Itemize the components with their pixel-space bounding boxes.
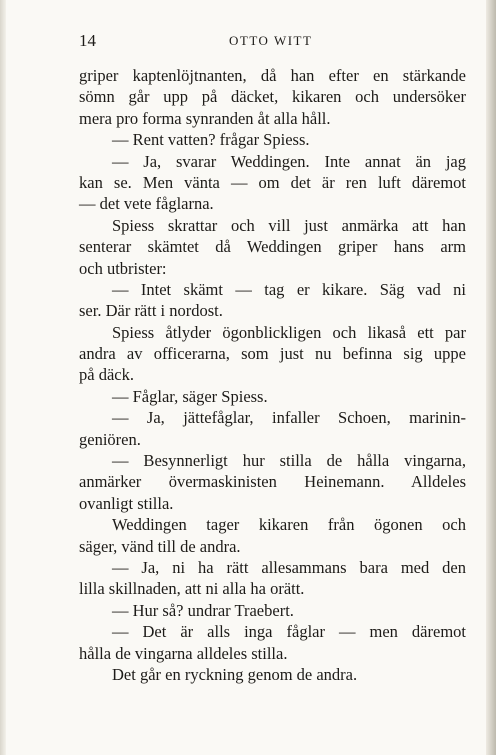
page-right-edge	[486, 0, 496, 755]
text-line: Det går en ryckning genom de andra.	[112, 664, 358, 684]
text-line: ser. Där rätt i nordost.	[79, 301, 223, 321]
text-line: och utbrister:	[79, 258, 167, 278]
text-line: — Fåglar, säger Spiess.	[112, 386, 268, 406]
page-left-edge	[0, 0, 6, 755]
running-head: OTTO WITT	[229, 33, 313, 48]
page-number: 14	[79, 31, 96, 50]
text-line: Spiess skrattar och vill just anmärka att han	[112, 215, 466, 235]
text-line: på däck.	[79, 365, 134, 385]
text-line: geniören.	[79, 429, 141, 449]
text-line: — Ja, ni ha rätt allesammans bara med den	[112, 557, 466, 577]
text-line: sömn går upp på däcket, kikaren och undersöker	[79, 87, 466, 107]
body-text	[79, 65, 466, 685]
text-line: ovanligt stilla.	[79, 493, 174, 513]
text-line: Weddingen tager kikaren från ögonen och	[112, 515, 466, 535]
text-line: — Det är alls inga fåglar — men däremot	[112, 622, 466, 642]
text-line: griper kaptenlöjtnanten, då han efter en stärkande	[79, 66, 466, 85]
text-line: säger, vänd till de andra.	[79, 536, 241, 556]
text-line: kan se. Men vänta — om det är ren luft däremot	[79, 172, 466, 192]
text-line: senterar skämtet då Weddingen griper hans arm	[79, 237, 466, 257]
text-line: — Ja, svarar Weddingen. Inte annat än jag	[112, 151, 466, 171]
text-line: mera pro forma synranden åt alla håll.	[79, 108, 331, 128]
text-line: anmärker övermaskinisten Heinemann. Alldeles	[79, 472, 466, 492]
text-line: — Intet skämt — tag er kikare. Säg vad ni	[112, 279, 466, 299]
text-line: — Ja, jättefåglar, infaller Schoen, marinin-	[112, 408, 466, 428]
text-line: — Rent vatten? frågar Spiess.	[112, 130, 310, 150]
text-line: — det vete fåglarna.	[79, 194, 214, 214]
text-line: Spiess åtlyder ögonblickligen och likaså ett par	[112, 322, 466, 342]
text-line: lilla skillnaden, att ni alla ha orätt.	[79, 579, 305, 599]
text-line: andra av officerarna, som just nu befinna sig uppe	[79, 344, 466, 364]
page-header	[79, 31, 466, 53]
text-line: hålla de vingarna alldeles stilla.	[79, 643, 288, 663]
text-line: — Besynnerligt hur stilla de hålla vingarna,	[112, 451, 466, 471]
text-line: — Hur så? undrar Traebert.	[112, 600, 294, 620]
